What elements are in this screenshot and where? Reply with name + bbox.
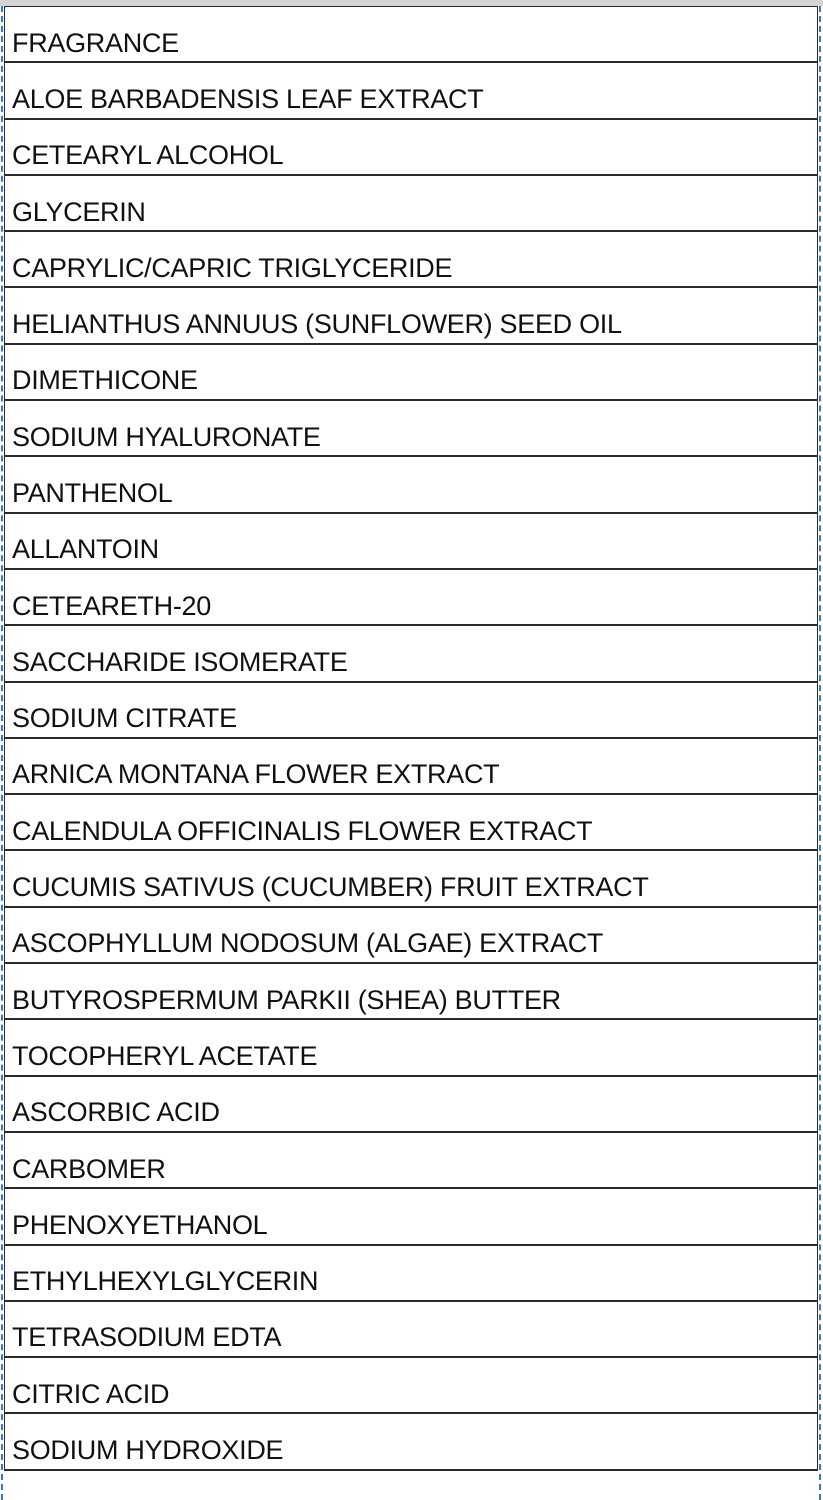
table-row[interactable] xyxy=(4,1077,818,1133)
table-row[interactable] xyxy=(4,1246,818,1302)
ingredient-cell: ETHYLHEXYLGLYCERIN xyxy=(12,1266,319,1297)
ingredient-cell: CAPRYLIC/CAPRIC TRIGLYCERIDE xyxy=(12,252,453,283)
table-row[interactable] xyxy=(4,739,818,795)
ingredients-table xyxy=(4,6,818,1471)
table-row[interactable] xyxy=(4,1414,818,1470)
table-row[interactable] xyxy=(4,795,818,851)
ingredient-cell: ALLANTOIN xyxy=(12,534,159,565)
ingredient-cell: ASCORBIC ACID xyxy=(12,1097,220,1128)
ingredient-cell: ARNICA MONTANA FLOWER EXTRACT xyxy=(12,759,500,790)
ingredient-cell: CARBOMER xyxy=(12,1153,166,1184)
ingredient-cell: CALENDULA OFFICINALIS FLOWER EXTRACT xyxy=(12,815,593,846)
table-row[interactable] xyxy=(4,7,818,63)
ingredient-cell: ASCOPHYLLUM NODOSUM (ALGAE) EXTRACT xyxy=(12,928,604,959)
ingredient-cell: DIMETHICONE xyxy=(12,365,198,396)
table-row[interactable] xyxy=(4,1133,818,1189)
table-row[interactable] xyxy=(4,63,818,119)
ingredient-cell: HELIANTHUS ANNUUS (SUNFLOWER) SEED OIL xyxy=(12,309,622,340)
table-row[interactable] xyxy=(4,1020,818,1076)
ingredient-cell: CUCUMIS SATIVUS (CUCUMBER) FRUIT EXTRACT xyxy=(12,872,649,903)
ingredient-cell: SODIUM HYALURONATE xyxy=(12,421,321,452)
table-row[interactable] xyxy=(4,1358,818,1414)
table-row[interactable] xyxy=(4,570,818,626)
table-row[interactable] xyxy=(4,626,818,682)
table-row[interactable] xyxy=(4,457,818,513)
table-row[interactable] xyxy=(4,401,818,457)
ingredient-cell: SODIUM HYDROXIDE xyxy=(12,1435,284,1466)
table-row[interactable] xyxy=(4,514,818,570)
ingredient-cell: SACCHARIDE ISOMERATE xyxy=(12,646,348,677)
table-row[interactable] xyxy=(4,1189,818,1245)
ingredient-cell: CITRIC ACID xyxy=(12,1378,170,1409)
table-row[interactable] xyxy=(4,851,818,907)
table-row[interactable] xyxy=(4,683,818,739)
table-row[interactable] xyxy=(4,176,818,232)
ingredient-cell: ALOE BARBADENSIS LEAF EXTRACT xyxy=(12,83,484,114)
ingredient-cell: CETEARETH-20 xyxy=(12,590,211,621)
table-row[interactable] xyxy=(4,964,818,1020)
ingredient-cell: SODIUM CITRATE xyxy=(12,703,237,734)
selection-border-left xyxy=(1,6,3,1500)
ingredient-cell: PHENOXYETHANOL xyxy=(12,1209,268,1240)
table-row[interactable] xyxy=(4,288,818,344)
table-row[interactable] xyxy=(4,1302,818,1358)
ingredient-cell: GLYCERIN xyxy=(12,196,146,227)
ingredient-cell: TOCOPHERYL ACETATE xyxy=(12,1040,318,1071)
ingredient-cell: PANTHENOL xyxy=(12,477,173,508)
table-row[interactable] xyxy=(4,345,818,401)
ingredient-cell: BUTYROSPERMUM PARKII (SHEA) BUTTER xyxy=(12,984,561,1015)
table-row[interactable] xyxy=(4,908,818,964)
selection-border-right xyxy=(819,6,821,1500)
ingredient-cell: FRAGRANCE xyxy=(12,27,179,58)
table-row[interactable] xyxy=(4,120,818,176)
ingredient-cell: TETRASODIUM EDTA xyxy=(12,1322,282,1353)
table-row[interactable] xyxy=(4,232,818,288)
ingredient-cell: CETEARYL ALCOHOL xyxy=(12,140,284,171)
